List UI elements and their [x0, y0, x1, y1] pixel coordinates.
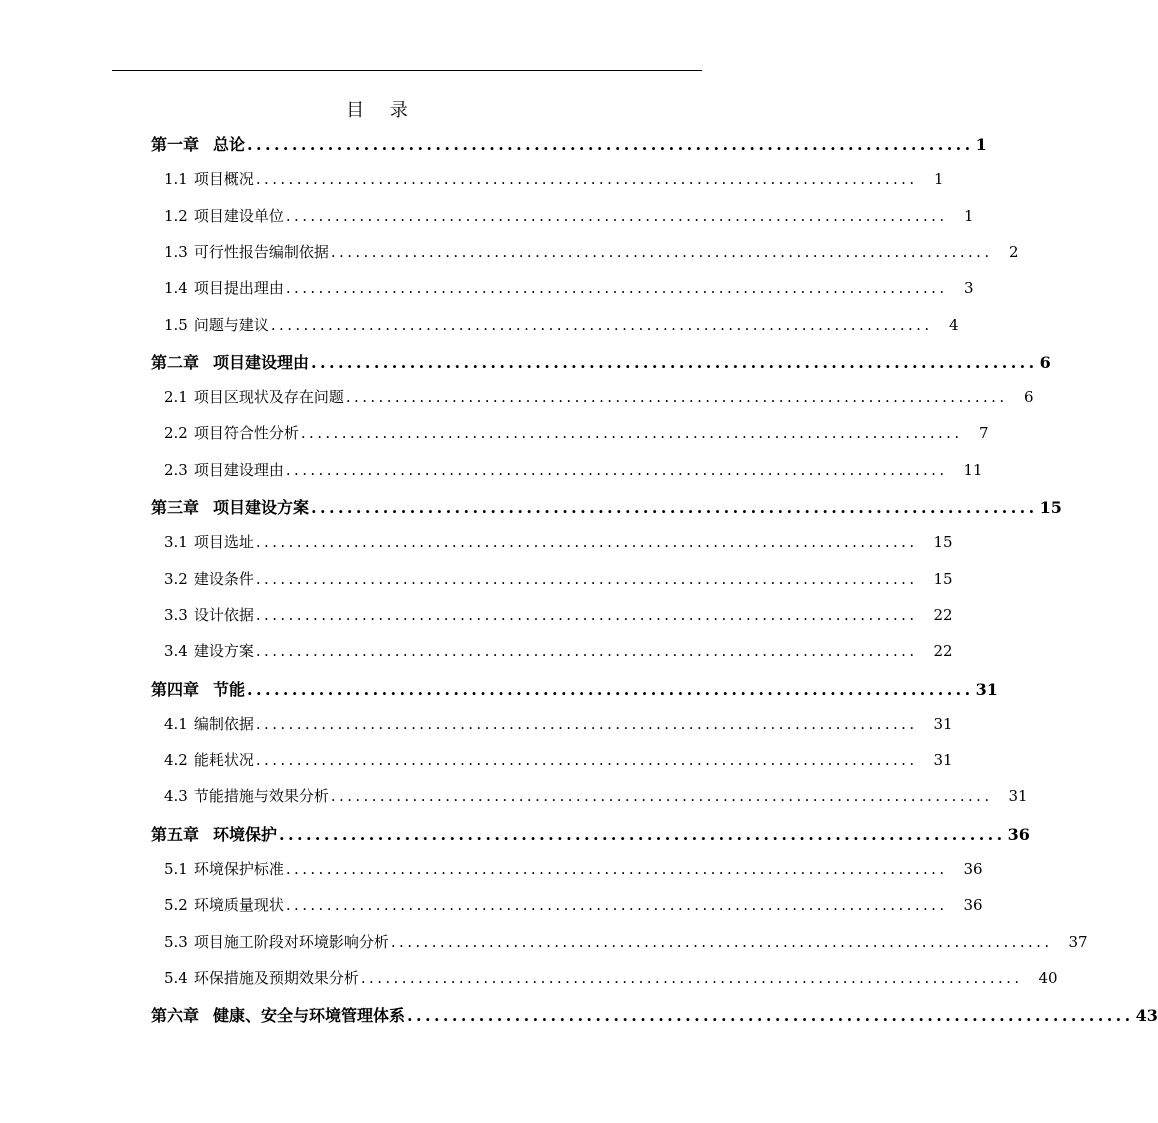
toc-section-entry[interactable] — [164, 277, 974, 301]
toc-entry-label — [151, 822, 277, 845]
dot-leader: ................................................................................. — [279, 824, 1006, 844]
toc-entry-label — [151, 132, 245, 155]
toc-entry-label — [164, 785, 329, 806]
toc-entry-text: 环境保护 — [213, 824, 278, 844]
toc-entry-label — [164, 314, 269, 335]
toc-chapter-entry[interactable] — [151, 495, 1062, 519]
toc-entry-label — [164, 858, 284, 879]
toc-section-entry[interactable] — [164, 531, 953, 555]
toc-entry-label — [164, 531, 254, 552]
toc-entry-label — [151, 1003, 405, 1026]
dot-leader: ................................................................................. — [300, 424, 963, 443]
toc-entry-text: 项目区现状及存在问题 — [193, 388, 344, 407]
toc-entry-number: 2.1 — [164, 388, 188, 407]
toc-entry-label — [164, 604, 254, 625]
toc-page-number: 15 — [933, 533, 953, 552]
toc-entry-number: 第三章 — [151, 498, 200, 517]
toc-section-entry[interactable] — [164, 459, 983, 483]
toc-section-entry[interactable] — [164, 386, 1034, 410]
dot-leader: ................................................................................. — [255, 569, 918, 588]
toc-entry-number: 5.1 — [164, 860, 188, 878]
dot-leader: ................................................................................. — [330, 242, 993, 261]
toc-entry-label — [151, 350, 309, 373]
toc-entry-number: 4.3 — [164, 787, 188, 806]
toc-entry-number: 第六章 — [151, 1006, 200, 1026]
toc-section-entry[interactable] — [164, 640, 953, 664]
toc-page-number: 36 — [1007, 824, 1030, 844]
toc-entry-label — [164, 168, 254, 189]
dot-leader: ................................................................................. — [255, 170, 918, 189]
toc-page-number: 6 — [1023, 388, 1034, 407]
toc-page-number: 6 — [1039, 352, 1051, 372]
toc-section-entry[interactable] — [164, 967, 1058, 991]
toc-entry-number: 3.2 — [164, 569, 188, 588]
toc-entry-number: 5.3 — [164, 932, 188, 951]
toc-entry-text: 建设条件 — [193, 569, 254, 588]
toc-chapter-entry[interactable] — [151, 677, 998, 701]
dot-leader: ................................................................................. — [330, 787, 993, 806]
toc-entry-label — [164, 422, 299, 443]
dot-leader: ................................................................................. — [285, 206, 948, 225]
toc-entry-label — [164, 967, 359, 988]
toc-entry-number: 1.2 — [164, 206, 188, 225]
toc-entry-label — [164, 459, 284, 480]
toc-chapter-entry[interactable] — [151, 1003, 1158, 1027]
toc-entry-text: 项目符合性分析 — [193, 424, 299, 443]
header-rule — [112, 70, 702, 71]
toc-entry-text: 节能措施与效果分析 — [193, 787, 329, 806]
toc-entry-label — [164, 568, 254, 589]
toc-entry-text: 健康、安全与环境管理体系 — [213, 1006, 406, 1026]
dot-leader: ................................................................................. — [255, 533, 918, 552]
toc-entry-text: 总论 — [213, 135, 246, 154]
toc-entry-label — [164, 277, 284, 298]
toc-entry-number: 1.3 — [164, 242, 188, 261]
toc-page-number: 31 — [1008, 787, 1028, 806]
toc-entry-number: 4.2 — [164, 751, 188, 770]
toc-page-number: 37 — [1068, 932, 1088, 951]
toc-entry-number: 1.1 — [164, 170, 188, 189]
toc-section-entry[interactable] — [164, 314, 959, 338]
toc-chapter-entry[interactable] — [151, 132, 987, 156]
toc-entry-text: 能耗状况 — [193, 751, 254, 770]
toc-entry-number: 2.3 — [164, 460, 188, 479]
toc-page-number: 31 — [933, 714, 953, 733]
toc-section-entry[interactable] — [164, 568, 953, 592]
toc-section-entry[interactable] — [164, 604, 953, 628]
dot-leader: ................................................................................. — [255, 714, 918, 733]
toc-chapter-entry[interactable] — [151, 350, 1051, 374]
toc-entry-number: 3.1 — [164, 533, 188, 552]
toc-entry-number: 3.3 — [164, 605, 188, 624]
dot-leader: ................................................................................. — [247, 679, 974, 699]
toc-section-entry[interactable] — [164, 749, 953, 773]
toc-entry-label — [164, 713, 254, 734]
toc-page-number: 7 — [978, 424, 989, 443]
toc-section-entry[interactable] — [164, 241, 1019, 265]
toc-section-entry[interactable] — [164, 168, 944, 192]
toc-page-number: 3 — [963, 279, 974, 298]
dot-leader: ................................................................................. — [285, 279, 948, 298]
toc-entry-number: 第二章 — [151, 352, 200, 372]
toc-section-entry[interactable] — [164, 205, 974, 229]
dot-leader: ................................................................................. — [311, 352, 1038, 372]
toc-entry-text: 项目提出理由 — [193, 279, 284, 298]
toc-title: 目 录 — [346, 100, 418, 121]
toc-page-number: 2 — [1008, 242, 1019, 261]
toc-entry-label — [164, 241, 329, 262]
toc-entry-text: 可行性报告编制依据 — [193, 242, 329, 261]
toc-chapter-entry[interactable] — [151, 822, 1030, 846]
toc-page-number: 22 — [933, 605, 953, 624]
toc-entry-number: 1.5 — [164, 315, 188, 334]
toc-entry-number: 2.2 — [164, 424, 188, 443]
toc-page-number: 36 — [963, 896, 983, 915]
toc-page-number: 4 — [948, 315, 959, 334]
toc-entry-number: 1.4 — [164, 279, 188, 298]
toc-page-number: 1 — [933, 170, 944, 189]
toc-entry-number: 3.4 — [164, 642, 188, 661]
toc-entry-number: 5.4 — [164, 968, 188, 987]
toc-entry-text: 节能 — [213, 679, 246, 699]
toc-entry-number: 4.1 — [164, 714, 188, 733]
dot-leader: ................................................................................. — [247, 135, 974, 154]
toc-page-number: 1 — [975, 135, 987, 154]
dot-leader: ................................................................................. — [360, 968, 1023, 987]
toc-entry-text: 项目建设单位 — [193, 206, 284, 225]
toc-entry-label — [151, 677, 245, 700]
dot-leader: ................................................................................. — [285, 460, 948, 479]
toc-page-number: 15 — [1039, 498, 1062, 517]
dot-leader: ................................................................................. — [255, 751, 918, 770]
toc-entry-text: 建设方案 — [193, 642, 254, 661]
dot-leader: ................................................................................. — [345, 388, 1008, 407]
toc-entry-label — [164, 205, 284, 226]
toc-entry-text: 项目概况 — [193, 170, 254, 189]
dot-leader: ................................................................................. — [311, 498, 1038, 517]
dot-leader: ................................................................................. — [285, 896, 948, 915]
toc-entry-text: 设计依据 — [193, 605, 254, 624]
toc-entry-text: 项目选址 — [193, 533, 254, 552]
dot-leader: ................................................................................. — [390, 932, 1053, 951]
toc-entry-label — [164, 894, 284, 915]
toc-page-number: 36 — [963, 860, 983, 878]
toc-entry-text: 环境保护标准 — [193, 860, 284, 878]
toc-section-entry[interactable] — [164, 422, 989, 446]
toc-section-entry[interactable] — [164, 894, 983, 918]
dot-leader: ................................................................................. — [270, 315, 933, 334]
toc-entry-number: 第一章 — [151, 135, 200, 154]
toc-section-entry[interactable] — [164, 858, 983, 882]
toc-entry-label — [151, 495, 309, 518]
toc-entry-text: 编制依据 — [193, 714, 254, 733]
toc-page-number: 43 — [1135, 1006, 1158, 1026]
toc-page-number: 15 — [933, 569, 953, 588]
toc-entry-label — [164, 931, 389, 952]
toc-page-number: 22 — [933, 642, 953, 661]
dot-leader: ................................................................................. — [255, 642, 918, 661]
dot-leader: ................................................................................. — [285, 860, 948, 878]
toc-section-entry[interactable] — [164, 931, 1088, 955]
toc-page-number: 31 — [933, 751, 953, 770]
toc-entry-text: 项目建设理由 — [213, 352, 310, 372]
toc-entry-label — [164, 749, 254, 770]
toc-section-entry[interactable] — [164, 713, 953, 737]
toc-section-entry[interactable] — [164, 785, 1028, 809]
toc-entry-number: 第四章 — [151, 679, 200, 699]
toc-entry-text: 项目建设方案 — [213, 498, 310, 517]
dot-leader: ................................................................................. — [255, 605, 918, 624]
toc-entry-text: 环保措施及预期效果分析 — [193, 968, 359, 987]
toc-entry-text: 项目施工阶段对环境影响分析 — [193, 932, 389, 951]
toc-entry-label — [164, 386, 344, 407]
toc-entry-label — [164, 640, 254, 661]
toc-entry-text: 项目建设理由 — [193, 460, 284, 479]
toc-page-number: 11 — [963, 460, 983, 479]
dot-leader: ................................................................................. — [407, 1006, 1134, 1026]
toc-entry-number: 第五章 — [151, 824, 200, 844]
toc-entry-number: 5.2 — [164, 896, 188, 915]
toc-page-number: 31 — [975, 679, 998, 699]
toc-page-number: 1 — [963, 206, 974, 225]
toc-page-number: 40 — [1038, 968, 1058, 987]
toc-entry-text: 问题与建议 — [193, 315, 269, 334]
toc-entry-text: 环境质量现状 — [193, 896, 284, 915]
